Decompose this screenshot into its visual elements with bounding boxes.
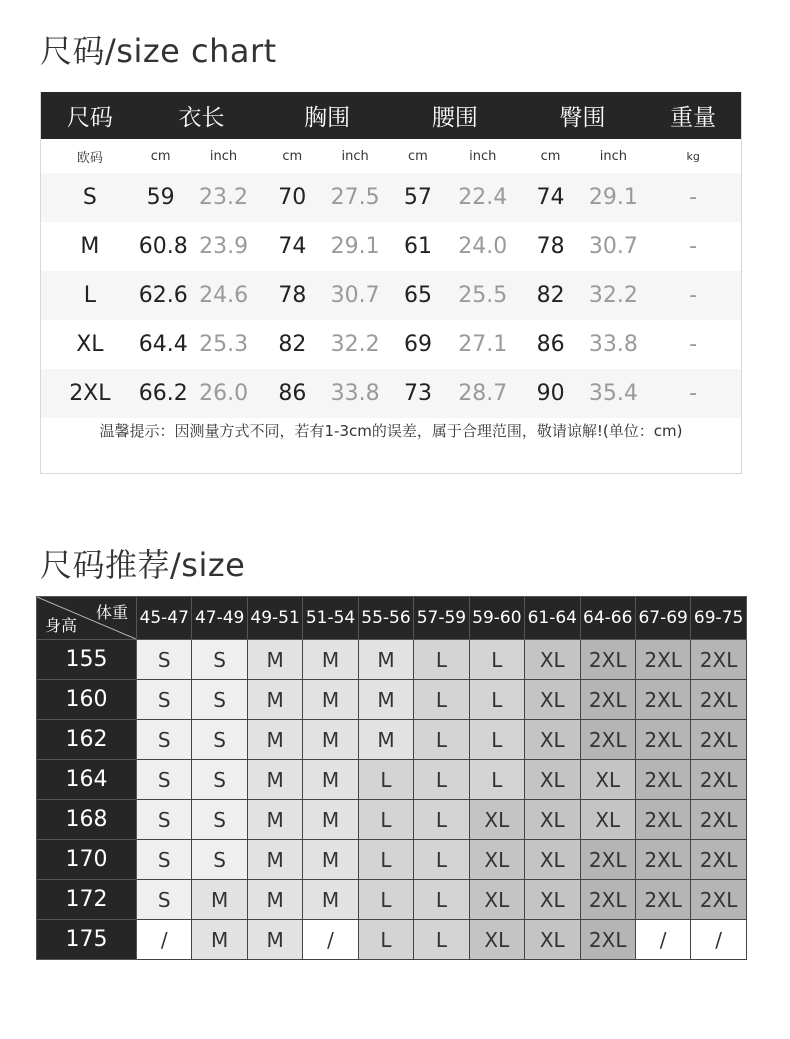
size-cell: M <box>303 840 358 880</box>
recommendation-title: 尺码推荐/size <box>40 546 246 584</box>
size-cell: L <box>469 680 524 720</box>
size-cell: XL <box>525 720 580 760</box>
header-size: 尺码 <box>66 105 113 131</box>
size-row <box>41 222 741 271</box>
size-cell: M <box>247 640 302 680</box>
size-value: 22.4 <box>458 185 508 210</box>
unit-label: cm <box>408 148 428 164</box>
size-cell: L <box>414 840 469 880</box>
size-cell: 2XL <box>580 920 635 960</box>
size-cell: L <box>358 920 413 960</box>
size-value: 32.2 <box>588 283 638 308</box>
height-label: 160 <box>37 680 137 720</box>
corner-weight-label: 体重 <box>95 603 128 622</box>
size-cell: 2XL <box>635 880 690 920</box>
size-cell: M <box>358 680 413 720</box>
size-cell: M <box>303 760 358 800</box>
size-cell: M <box>247 680 302 720</box>
size-cell: L <box>358 880 413 920</box>
unit-label: 欧码 <box>76 150 103 166</box>
size-chart-tip: 温馨提示：因测量方式不同，若有1-3cm的误差，属于合理范围，敬请谅解!(单位：cm) <box>99 422 683 440</box>
size-value: 66.2 <box>138 381 188 406</box>
height-row <box>37 840 747 880</box>
size-cell: / <box>303 920 358 960</box>
header-waist: 腰围 <box>431 105 478 131</box>
height-label: 175 <box>37 920 137 960</box>
height-label: 172 <box>37 880 137 920</box>
size-cell: 2XL <box>635 840 690 880</box>
size-value: 33.8 <box>588 332 638 357</box>
size-value: 23.2 <box>198 185 248 210</box>
size-cell: L <box>414 640 469 680</box>
size-cell: L <box>358 840 413 880</box>
size-label: 2XL <box>69 381 111 406</box>
size-value: 30.7 <box>588 234 638 259</box>
size-value: 61 <box>403 234 432 259</box>
size-cell: S <box>137 880 192 920</box>
unit-label: cm <box>540 148 561 164</box>
weight-range: 57-59 <box>414 597 469 640</box>
size-cell: 2XL <box>691 640 746 680</box>
size-value: - <box>689 332 698 357</box>
size-cell: M <box>247 760 302 800</box>
height-row <box>37 880 747 920</box>
size-value: - <box>689 234 698 259</box>
size-cell: M <box>358 720 413 760</box>
size-cell: 2XL <box>691 680 746 720</box>
size-cell: XL <box>469 800 524 840</box>
size-cell: S <box>137 840 192 880</box>
size-value: 65 <box>403 283 432 308</box>
unit-label: kg <box>686 149 700 163</box>
header-chest: 胸围 <box>304 105 351 131</box>
size-cell: S <box>192 640 247 680</box>
size-value: 57 <box>403 185 432 210</box>
size-cell: XL <box>525 920 580 960</box>
size-cell: XL <box>525 760 580 800</box>
size-value: 24.0 <box>458 234 508 259</box>
size-cell: S <box>137 760 192 800</box>
size-cell: L <box>414 880 469 920</box>
size-label: M <box>80 234 100 259</box>
size-cell: M <box>247 840 302 880</box>
weight-range: 47-49 <box>192 597 247 640</box>
size-cell: S <box>137 640 192 680</box>
size-row <box>41 369 741 418</box>
size-value: 86 <box>536 332 565 357</box>
size-cell: L <box>469 640 524 680</box>
size-value: 28.7 <box>458 381 508 406</box>
size-cell: M <box>192 880 247 920</box>
size-cell: XL <box>525 680 580 720</box>
weight-range: 59-60 <box>469 597 524 640</box>
size-cell: L <box>469 760 524 800</box>
size-cell: XL <box>469 840 524 880</box>
size-cell: L <box>414 760 469 800</box>
size-label: S <box>82 185 97 210</box>
size-row <box>41 173 741 222</box>
header-weight: 重量 <box>670 105 717 131</box>
size-cell: S <box>192 760 247 800</box>
size-cell: 2XL <box>580 720 635 760</box>
size-cell: M <box>303 800 358 840</box>
header-hip: 臀围 <box>559 105 606 131</box>
weight-range: 61-64 <box>525 597 580 640</box>
size-cell: L <box>414 800 469 840</box>
unit-label: inch <box>209 148 238 164</box>
size-value: 78 <box>536 234 565 259</box>
size-value: 59 <box>146 185 175 210</box>
size-value: 27.1 <box>458 332 508 357</box>
size-row <box>41 271 741 320</box>
size-value: 78 <box>278 283 307 308</box>
corner-cell <box>37 597 137 640</box>
size-value: 30.7 <box>330 283 380 308</box>
size-cell: / <box>137 920 192 960</box>
size-chart-header <box>41 92 741 139</box>
size-cell: S <box>192 720 247 760</box>
size-value: 25.5 <box>458 283 508 308</box>
size-value: 29.1 <box>588 185 638 210</box>
size-cell: 2XL <box>635 800 690 840</box>
size-cell: 2XL <box>580 680 635 720</box>
size-value: 29.1 <box>330 234 380 259</box>
size-value: 69 <box>403 332 432 357</box>
size-cell: XL <box>525 640 580 680</box>
unit-label: inch <box>341 148 369 164</box>
size-cell: 2XL <box>691 800 746 840</box>
size-chart-title: 尺码/size chart <box>40 32 277 70</box>
size-cell: S <box>137 680 192 720</box>
size-value: 25.3 <box>199 332 249 357</box>
unit-label: cm <box>150 148 171 164</box>
size-value: 23.9 <box>199 234 249 259</box>
height-label: 162 <box>37 720 137 760</box>
size-value: 32.2 <box>330 332 380 357</box>
size-cell: M <box>247 920 302 960</box>
size-cell: XL <box>469 880 524 920</box>
size-cell: S <box>192 800 247 840</box>
unit-label: inch <box>599 148 627 164</box>
height-row <box>37 640 747 680</box>
size-cell: M <box>192 920 247 960</box>
size-value: 82 <box>278 332 307 357</box>
size-value: 26.0 <box>199 381 249 406</box>
size-cell: M <box>247 720 302 760</box>
size-label: L <box>83 283 96 308</box>
size-cell: XL <box>525 840 580 880</box>
size-cell: 2XL <box>580 840 635 880</box>
size-cell: L <box>358 800 413 840</box>
size-cell: M <box>358 640 413 680</box>
size-value: - <box>689 283 698 308</box>
size-cell: 2XL <box>635 680 690 720</box>
size-cell: 2XL <box>691 840 746 880</box>
weight-header-row <box>37 597 747 640</box>
height-row <box>37 920 747 960</box>
size-cell: XL <box>469 920 524 960</box>
size-cell: / <box>691 920 746 960</box>
size-label: XL <box>76 332 104 357</box>
size-cell: S <box>192 840 247 880</box>
size-value: - <box>689 185 698 210</box>
size-cell: XL <box>580 760 635 800</box>
height-row <box>37 760 747 800</box>
size-value: 82 <box>536 283 565 308</box>
size-value: 60.8 <box>138 234 188 259</box>
size-value: 64.4 <box>138 332 188 357</box>
size-cell: L <box>414 920 469 960</box>
size-cell: M <box>247 880 302 920</box>
unit-label: cm <box>282 148 303 164</box>
size-cell: 2XL <box>580 880 635 920</box>
header-length: 衣长 <box>178 105 225 131</box>
size-cell: 2XL <box>691 880 746 920</box>
size-value: 73 <box>403 381 432 406</box>
weight-range: 69-75 <box>691 597 746 640</box>
corner-height-label: 身高 <box>45 616 78 635</box>
weight-range: 67-69 <box>635 597 690 640</box>
size-cell: M <box>303 680 358 720</box>
size-value: 70 <box>278 185 307 210</box>
size-cell: 2XL <box>635 640 690 680</box>
weight-range: 64-66 <box>580 597 635 640</box>
size-cell: L <box>358 760 413 800</box>
size-cell: XL <box>525 800 580 840</box>
size-cell: 2XL <box>580 640 635 680</box>
size-value: 86 <box>278 381 307 406</box>
size-cell: L <box>414 720 469 760</box>
size-value: 62.6 <box>138 283 188 308</box>
size-cell: XL <box>525 880 580 920</box>
size-cell: S <box>192 680 247 720</box>
weight-range: 55-56 <box>358 597 413 640</box>
height-row <box>37 720 747 760</box>
size-value: - <box>689 381 698 406</box>
size-cell: 2XL <box>691 720 746 760</box>
size-cell: XL <box>580 800 635 840</box>
size-cell: M <box>247 800 302 840</box>
size-row <box>41 320 741 369</box>
size-value: 27.5 <box>330 185 380 210</box>
height-row <box>37 800 747 840</box>
weight-range: 45-47 <box>137 597 192 640</box>
size-value: 74 <box>278 234 307 259</box>
size-value: 35.4 <box>588 381 638 406</box>
height-label: 170 <box>37 840 137 880</box>
size-value: 90 <box>536 381 565 406</box>
size-cell: 2XL <box>691 760 746 800</box>
weight-range: 49-51 <box>247 597 302 640</box>
size-chart-table <box>40 92 742 474</box>
size-cell: 2XL <box>635 760 690 800</box>
size-cell: 2XL <box>635 720 690 760</box>
height-label: 155 <box>37 640 137 680</box>
weight-range: 51-54 <box>303 597 358 640</box>
size-recommendation-table <box>36 596 746 968</box>
size-value: 74 <box>536 185 565 210</box>
height-label: 168 <box>37 800 137 840</box>
size-value: 33.8 <box>330 381 380 406</box>
size-cell: M <box>303 640 358 680</box>
height-label: 164 <box>37 760 137 800</box>
unit-row <box>41 139 741 173</box>
size-cell: L <box>414 680 469 720</box>
size-cell: S <box>137 720 192 760</box>
size-cell: L <box>469 720 524 760</box>
size-chart-body <box>41 173 741 418</box>
size-cell: / <box>635 920 690 960</box>
height-row <box>37 680 747 720</box>
unit-label: inch <box>469 148 497 164</box>
size-cell: S <box>137 800 192 840</box>
size-cell: M <box>303 880 358 920</box>
size-value: 24.6 <box>199 283 249 308</box>
size-cell: M <box>303 720 358 760</box>
